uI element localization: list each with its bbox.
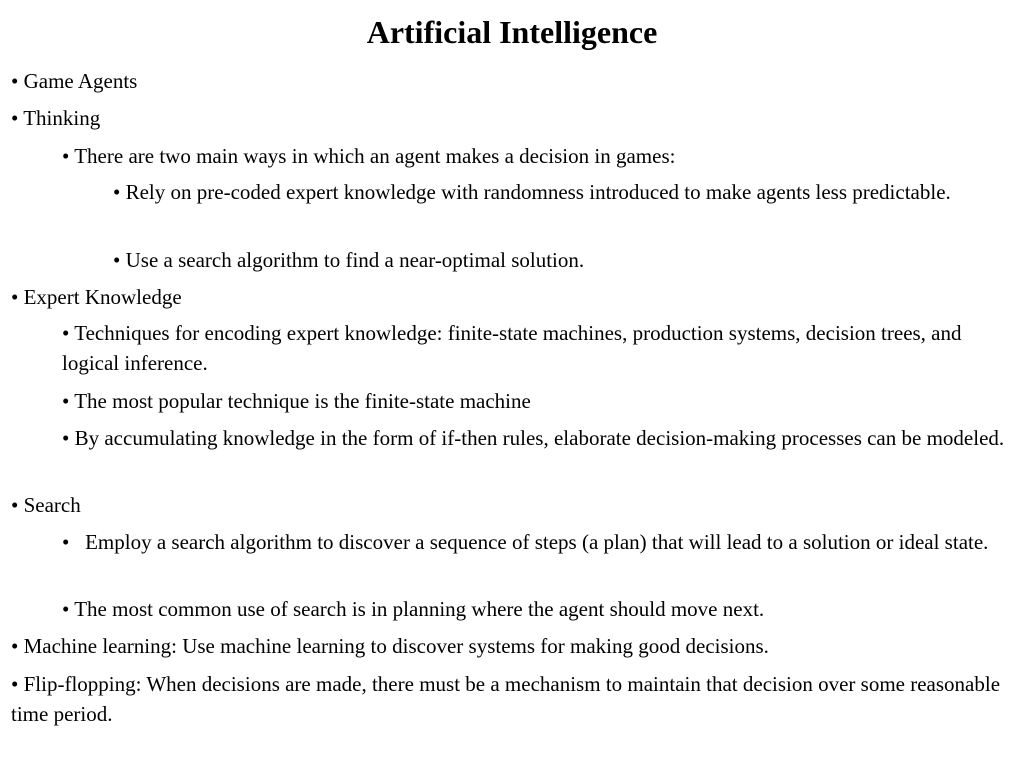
bullet-text: Thinking [23,106,101,130]
bullet-dot: • [11,69,19,93]
bullet-planning [62,594,1012,624]
bullet-text: The most popular technique is the finite-state machine [74,389,531,413]
bullet-text: The most common use of search is in planning where the agent should move next. [74,597,765,621]
bullet-employ-search [62,527,1012,557]
bullet-machine-learning [11,631,1011,661]
bullet-dot: • [62,321,70,345]
bullet-two-main-ways [62,141,1012,171]
bullet-text: Rely on pre-coded expert knowledge with randomness introduced to make agents less predictable. [125,180,951,204]
bullet-search [11,490,1011,520]
bullet-dot: • [62,426,70,450]
bullet-dot: • [62,530,70,554]
slide-title: Artificial Intelligence [366,14,658,50]
bullet-text: Flip-flopping: When decisions are made, there must be a mechanism to maintain that decision over some reasonable time period. [11,672,1001,726]
bullet-dot: • [11,106,19,130]
bullet-flip-flopping [11,669,1011,729]
bullet-dot: • [11,285,19,309]
bullet-if-then-rules [62,423,1012,453]
bullet-dot: • [62,597,70,621]
bullet-text: Techniques for encoding expert knowledge: finite-state machines, production systems, decision trees, and logical inference. [62,321,962,375]
bullet-dot: • [11,672,19,696]
bullet-text: Search [23,493,81,517]
bullet-finite-state-machine [62,386,1012,416]
bullet-text: There are two main ways in which an agent makes a decision in games: [74,144,676,168]
bullet-text: Use a search algorithm to find a near-optimal solution. [125,248,585,272]
bullet-dot: • [113,180,121,204]
bullet-pre-coded-knowledge [113,177,1018,207]
bullet-text: Machine learning: Use machine learning to discover systems for making good decisions. [23,634,769,658]
bullet-dot: • [62,389,70,413]
bullet-search-algorithm [113,245,1018,275]
bullet-dot: • [62,144,70,168]
bullet-text: Game Agents [23,69,138,93]
bullet-expert-knowledge [11,282,1011,312]
bullet-dot: • [11,493,19,517]
bullet-dot: • [113,248,121,272]
bullet-text: Employ a search algorithm to discover a sequence of steps (a plan) that will lead to a solution or ideal state. [74,530,989,554]
bullet-text: By accumulating knowledge in the form of if-then rules, elaborate decision-making processes can be modeled. [74,426,1005,450]
bullet-text: Expert Knowledge [23,285,182,309]
bullet-dot: • [11,634,19,658]
bullet-game-agents [11,66,1011,96]
bullet-encoding-techniques [62,318,1012,378]
bullet-thinking [11,103,1011,133]
